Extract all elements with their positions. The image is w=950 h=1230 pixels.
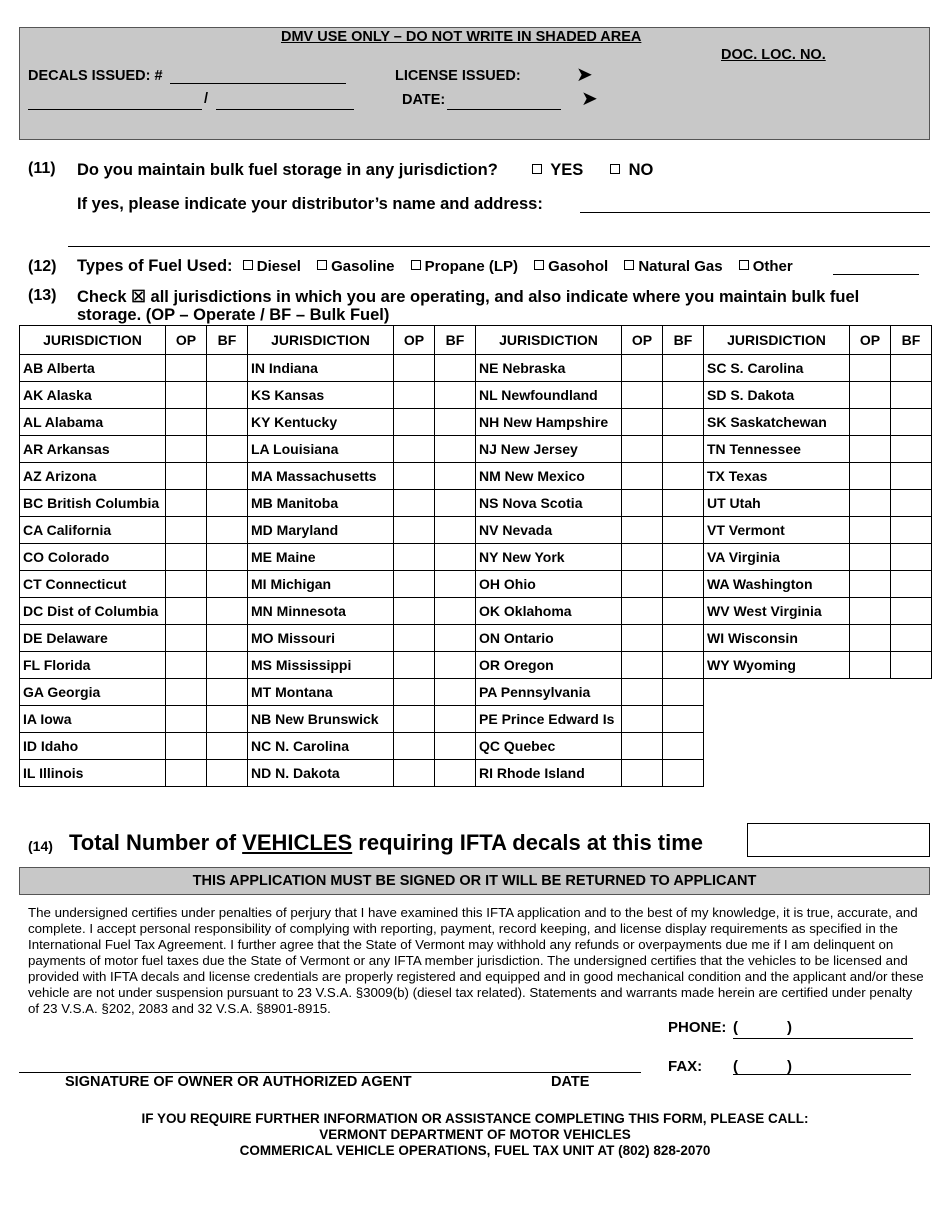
op-checkbox-cell[interactable] (394, 490, 435, 517)
fuel-types-row (77, 257, 793, 276)
bf-checkbox-cell[interactable] (891, 625, 932, 652)
empty-cell (704, 679, 850, 706)
jurisdiction-name: SD S. Dakota (704, 382, 850, 409)
op-checkbox-cell[interactable] (850, 463, 891, 490)
table-row (20, 652, 932, 679)
checked-box-icon: ☒ (131, 288, 146, 306)
bf-checkbox-cell[interactable] (891, 517, 932, 544)
header-op: OP (166, 326, 207, 355)
jurisdiction-name: AR Arkansas (20, 436, 166, 463)
bf-checkbox-cell[interactable] (207, 490, 248, 517)
bf-checkbox-cell[interactable] (435, 652, 476, 679)
jurisdiction-name: AL Alabama (20, 409, 166, 436)
jurisdiction-name: OH Ohio (476, 571, 622, 598)
op-checkbox-cell[interactable] (166, 463, 207, 490)
op-checkbox-cell[interactable] (622, 625, 663, 652)
table-row (20, 463, 932, 490)
fax-label: FAX: (668, 1058, 703, 1075)
op-checkbox-cell[interactable] (622, 409, 663, 436)
q11-number: (11) (28, 160, 56, 177)
bf-checkbox-cell[interactable] (207, 652, 248, 679)
jurisdiction-name: MA Massachusetts (248, 463, 394, 490)
bf-checkbox-cell[interactable] (891, 571, 932, 598)
fuel-option-gasohol[interactable] (534, 258, 608, 275)
fuel-types-label: Types of Fuel Used: (77, 257, 233, 275)
op-checkbox-cell[interactable] (850, 544, 891, 571)
op-checkbox-cell[interactable] (394, 598, 435, 625)
jurisdiction-name: NE Nebraska (476, 355, 622, 382)
op-checkbox-cell[interactable] (622, 571, 663, 598)
q13-text-a: Check (77, 288, 127, 306)
jurisdiction-name: MN Minnesota (248, 598, 394, 625)
jurisdiction-name: MO Missouri (248, 625, 394, 652)
empty-cell (704, 760, 850, 787)
bf-checkbox-cell[interactable] (207, 544, 248, 571)
jurisdiction-name: NH New Hampshire (476, 409, 622, 436)
table-row (20, 490, 932, 517)
bf-checkbox-cell[interactable] (207, 679, 248, 706)
jurisdiction-table-body (20, 355, 932, 787)
q14-text (69, 830, 703, 856)
doc-loc-label: DOC. LOC. NO. (721, 47, 826, 63)
table-row (20, 679, 932, 706)
bf-checkbox-cell[interactable] (663, 652, 704, 679)
jurisdiction-name: DE Delaware (20, 625, 166, 652)
dmv-date-line (447, 109, 561, 110)
bf-checkbox-cell[interactable] (435, 463, 476, 490)
footer-line-1: IF YOU REQUIRE FURTHER INFORMATION OR ASSISTANCE COMPLETING THIS FORM, PLEASE CALL: (141, 1111, 809, 1126)
jurisdiction-name: PA Pennsylvania (476, 679, 622, 706)
jurisdiction-name: AZ Arizona (20, 463, 166, 490)
bf-checkbox-cell[interactable] (663, 490, 704, 517)
op-checkbox-cell[interactable] (622, 544, 663, 571)
bf-checkbox-cell[interactable] (663, 517, 704, 544)
op-checkbox-cell[interactable] (166, 571, 207, 598)
op-checkbox-cell[interactable] (166, 355, 207, 382)
bf-checkbox-cell[interactable] (207, 598, 248, 625)
op-checkbox-cell[interactable] (622, 598, 663, 625)
op-checkbox-cell[interactable] (850, 409, 891, 436)
bf-checkbox-cell[interactable] (207, 733, 248, 760)
jurisdiction-name: MD Maryland (248, 517, 394, 544)
bf-checkbox-cell[interactable] (663, 571, 704, 598)
jurisdiction-name: IL Illinois (20, 760, 166, 787)
jurisdiction-name: CA California (20, 517, 166, 544)
op-checkbox-cell[interactable] (394, 409, 435, 436)
op-checkbox-cell[interactable] (394, 436, 435, 463)
empty-cell (704, 733, 850, 760)
fax-paren-open: ( (733, 1058, 738, 1075)
op-checkbox-cell[interactable] (622, 490, 663, 517)
dmv-use-only-box (19, 27, 930, 140)
bf-checkbox-cell[interactable] (663, 625, 704, 652)
certification-text: The undersigned certifies under penalties of perjury that I have examined this IFTA application and to the best of my knowledge, it is true, accurate, and complete. I accept personal responsibility of complying with reporting, payment, record keeping, and license display requirements as specified in the International Fuel Tax Agreement. I further agree that the State of Vermont may withhold any refunds or overpayments due me if I am delinquent on payments of motor fuel taxes due the State of Vermont or any IFTA member jurisdiction. The undersigned certifies that the vehicles to be licensed and provided with IFTA decals and license credentials are properly registered and equipped and in good mechanical condition and the applicant and/or these vehicle are not under suspension pursuant to 23 V.S.A. §3009(b) (diesel tax related). Statements and warrants made herein are certified under penalty of 23 V.S.A. §202, 2083 and 32 V.S.A. §8901-8915. (28, 905, 924, 1016)
dmv-heading: DMV USE ONLY – DO NOT WRITE IN SHADED AREA (281, 29, 642, 45)
bf-checkbox-cell[interactable] (435, 571, 476, 598)
op-checkbox-cell[interactable] (394, 760, 435, 787)
fuel-option-label: Natural Gas (638, 258, 723, 275)
signature-date-label: DATE (551, 1074, 590, 1090)
bf-checkbox-cell[interactable] (663, 679, 704, 706)
bf-checkbox-cell[interactable] (207, 436, 248, 463)
bf-checkbox-cell[interactable] (663, 544, 704, 571)
jurisdiction-name: NY New York (476, 544, 622, 571)
signature-line[interactable] (19, 1072, 641, 1073)
header-op: OP (394, 326, 435, 355)
fuel-other-line[interactable] (833, 274, 919, 275)
jurisdiction-name: IN Indiana (248, 355, 394, 382)
bf-checkbox-cell[interactable] (435, 436, 476, 463)
bf-checkbox-cell[interactable] (663, 409, 704, 436)
table-row (20, 436, 932, 463)
op-checkbox-cell[interactable] (166, 733, 207, 760)
op-checkbox-cell[interactable] (166, 382, 207, 409)
op-checkbox-cell[interactable] (850, 490, 891, 517)
q14-text-b: requiring IFTA decals at this time (352, 830, 704, 855)
header-op: OP (850, 326, 891, 355)
op-checkbox-cell[interactable] (622, 382, 663, 409)
header-op: OP (622, 326, 663, 355)
bf-checkbox-cell[interactable] (891, 409, 932, 436)
bf-checkbox-cell[interactable] (435, 382, 476, 409)
empty-cell (891, 679, 932, 706)
fuel-option-diesel[interactable] (243, 258, 301, 275)
op-checkbox-cell[interactable] (166, 706, 207, 733)
table-row (20, 733, 932, 760)
jurisdiction-name: NB New Brunswick (248, 706, 394, 733)
decals-range-slash: / (204, 91, 209, 107)
q13-text-b: all jurisdictions in which you are operating, and also indicate where you maintain bulk fuel (150, 288, 860, 306)
jurisdiction-table (19, 325, 932, 787)
bf-checkbox-cell[interactable] (207, 382, 248, 409)
jurisdiction-name: NM New Mexico (476, 463, 622, 490)
jurisdiction-name: MB Manitoba (248, 490, 394, 517)
jurisdiction-name: TX Texas (704, 463, 850, 490)
jurisdiction-name: MT Montana (248, 679, 394, 706)
header-bf: BF (663, 326, 704, 355)
bf-checkbox-cell[interactable] (663, 463, 704, 490)
arrow-icon: ➤ (581, 88, 598, 110)
phone-input-line[interactable] (733, 1038, 913, 1039)
op-checkbox-cell[interactable] (622, 652, 663, 679)
bf-checkbox-cell[interactable] (663, 598, 704, 625)
jurisdiction-name: FL Florida (20, 652, 166, 679)
jurisdiction-name: IA Iowa (20, 706, 166, 733)
jurisdiction-name: NC N. Carolina (248, 733, 394, 760)
op-checkbox-cell[interactable] (622, 517, 663, 544)
op-checkbox-cell[interactable] (394, 571, 435, 598)
bf-checkbox-cell[interactable] (207, 409, 248, 436)
footer-line-3: COMMERICAL VEHICLE OPERATIONS, FUEL TAX UNIT AT (802) 828-2070 (239, 1143, 711, 1158)
jurisdiction-name: LA Louisiana (248, 436, 394, 463)
empty-cell (704, 706, 850, 733)
bf-checkbox-cell[interactable] (207, 355, 248, 382)
op-checkbox-cell[interactable] (394, 652, 435, 679)
jurisdiction-name: NV Nevada (476, 517, 622, 544)
jurisdiction-name: NJ New Jersey (476, 436, 622, 463)
jurisdiction-name: RI Rhode Island (476, 760, 622, 787)
op-checkbox-cell[interactable] (394, 679, 435, 706)
jurisdiction-name: SK Saskatchewan (704, 409, 850, 436)
distributor-address-line[interactable] (68, 246, 930, 247)
jurisdiction-name: OK Oklahoma (476, 598, 622, 625)
yes-label: YES (550, 161, 584, 179)
jurisdiction-name: BC British Columbia (20, 490, 166, 517)
fuel-option-label: Diesel (256, 258, 301, 275)
op-checkbox-cell[interactable] (166, 436, 207, 463)
phone-paren-open: ( (733, 1019, 738, 1036)
bf-checkbox-cell[interactable] (891, 355, 932, 382)
jurisdiction-name: VA Virginia (704, 544, 850, 571)
jurisdiction-name: CT Connecticut (20, 571, 166, 598)
no-label: NO (628, 161, 654, 179)
bf-checkbox-cell[interactable] (207, 706, 248, 733)
jurisdiction-name: AK Alaska (20, 382, 166, 409)
op-checkbox-cell[interactable] (622, 760, 663, 787)
table-row (20, 544, 932, 571)
op-checkbox-cell[interactable] (850, 652, 891, 679)
fuel-option-label: Gasohol (548, 258, 609, 275)
jurisdiction-name: TN Tennessee (704, 436, 850, 463)
bf-checkbox-cell[interactable] (435, 544, 476, 571)
jurisdiction-name: QC Quebec (476, 733, 622, 760)
table-row (20, 382, 932, 409)
op-checkbox-cell[interactable] (622, 679, 663, 706)
op-checkbox-cell[interactable] (622, 463, 663, 490)
bf-checkbox-cell[interactable] (663, 706, 704, 733)
q11-followup: If yes, please indicate your distributor’s name and address: (77, 195, 543, 213)
bf-checkbox-cell[interactable] (435, 598, 476, 625)
decals-issued-line (170, 83, 346, 84)
op-checkbox-cell[interactable] (166, 598, 207, 625)
jurisdiction-name: KY Kentucky (248, 409, 394, 436)
jurisdiction-name: ME Maine (248, 544, 394, 571)
op-checkbox-cell[interactable] (166, 490, 207, 517)
op-checkbox-cell[interactable] (622, 706, 663, 733)
table-row (20, 760, 932, 787)
fuel-option-label: Propane (LP) (424, 258, 518, 275)
checkbox-icon[interactable] (739, 260, 749, 270)
jurisdiction-name: OR Oregon (476, 652, 622, 679)
yes-checkbox[interactable] (532, 164, 542, 174)
op-checkbox-cell[interactable] (166, 544, 207, 571)
jurisdiction-name: MI Michigan (248, 571, 394, 598)
header-bf: BF (207, 326, 248, 355)
bf-checkbox-cell[interactable] (891, 436, 932, 463)
bf-checkbox-cell[interactable] (435, 490, 476, 517)
checkbox-icon[interactable] (624, 260, 634, 270)
op-checkbox-cell[interactable] (850, 598, 891, 625)
bf-checkbox-cell[interactable] (207, 571, 248, 598)
op-checkbox-cell[interactable] (394, 625, 435, 652)
empty-cell (891, 733, 932, 760)
distributor-name-line[interactable] (580, 212, 930, 213)
op-checkbox-cell[interactable] (850, 355, 891, 382)
jurisdiction-name: MS Mississippi (248, 652, 394, 679)
bf-checkbox-cell[interactable] (891, 598, 932, 625)
fuel-option-gasoline[interactable] (317, 258, 394, 275)
jurisdiction-name: WV West Virginia (704, 598, 850, 625)
header-bf: BF (435, 326, 476, 355)
bf-checkbox-cell[interactable] (891, 490, 932, 517)
jurisdiction-name: WI Wisconsin (704, 625, 850, 652)
bf-checkbox-cell[interactable] (435, 517, 476, 544)
op-checkbox-cell[interactable] (166, 517, 207, 544)
op-checkbox-cell[interactable] (622, 355, 663, 382)
q14-text-a: Total Number of (69, 830, 243, 855)
fuel-option-other[interactable] (739, 258, 793, 275)
license-issued-label: LICENSE ISSUED: (395, 68, 521, 84)
table-row (20, 706, 932, 733)
q11-question: Do you maintain bulk fuel storage in any jurisdiction? (77, 161, 498, 179)
op-checkbox-cell[interactable] (622, 733, 663, 760)
jurisdiction-name: VT Vermont (704, 517, 850, 544)
bf-checkbox-cell[interactable] (207, 517, 248, 544)
table-row (20, 517, 932, 544)
decals-issued-label: DECALS ISSUED: # (28, 68, 163, 84)
op-checkbox-cell[interactable] (394, 355, 435, 382)
signature-label: SIGNATURE OF OWNER OR AUTHORIZED AGENT (65, 1074, 412, 1090)
fuel-option-label: Other (752, 258, 793, 275)
bf-checkbox-cell[interactable] (435, 679, 476, 706)
header-jurisdiction: JURISDICTION (704, 326, 850, 355)
fuel-option-propane[interactable] (411, 258, 518, 275)
jurisdiction-name: SC S. Carolina (704, 355, 850, 382)
jurisdiction-name: UT Utah (704, 490, 850, 517)
table-row (20, 409, 932, 436)
bf-checkbox-cell[interactable] (435, 706, 476, 733)
checkbox-icon[interactable] (243, 260, 253, 270)
bf-checkbox-cell[interactable] (435, 625, 476, 652)
bf-checkbox-cell[interactable] (435, 733, 476, 760)
table-row (20, 625, 932, 652)
fax-input-line[interactable] (733, 1074, 911, 1075)
q13-number: (13) (28, 287, 57, 304)
phone-label: PHONE: (668, 1019, 727, 1036)
footer-line-2: VERMONT DEPARTMENT OF MOTOR VEHICLES (319, 1127, 631, 1142)
jurisdiction-name: ON Ontario (476, 625, 622, 652)
jurisdiction-name: ID Idaho (20, 733, 166, 760)
op-checkbox-cell[interactable] (394, 517, 435, 544)
empty-cell (891, 760, 932, 787)
bf-checkbox-cell[interactable] (207, 625, 248, 652)
no-checkbox[interactable] (610, 164, 620, 174)
jurisdiction-name: PE Prince Edward Is (476, 706, 622, 733)
jurisdiction-name: GA Georgia (20, 679, 166, 706)
op-checkbox-cell[interactable] (850, 625, 891, 652)
jurisdiction-name: WA Washington (704, 571, 850, 598)
empty-cell (850, 733, 891, 760)
q14-vehicles-word: VEHICLES (242, 830, 353, 855)
jurisdiction-name: NL Newfoundland (476, 382, 622, 409)
decals-range-start-line (28, 109, 202, 110)
bf-checkbox-cell[interactable] (891, 382, 932, 409)
empty-cell (850, 706, 891, 733)
jurisdiction-name: WY Wyoming (704, 652, 850, 679)
bf-checkbox-cell[interactable] (891, 463, 932, 490)
op-checkbox-cell[interactable] (166, 652, 207, 679)
fax-paren-close: ) (787, 1058, 792, 1075)
op-checkbox-cell[interactable] (622, 436, 663, 463)
bf-checkbox-cell[interactable] (663, 436, 704, 463)
bf-checkbox-cell[interactable] (435, 760, 476, 787)
checkbox-icon[interactable] (411, 260, 421, 270)
q12-number: (12) (28, 258, 57, 275)
op-checkbox-cell[interactable] (394, 382, 435, 409)
jurisdiction-name: DC Dist of Columbia (20, 598, 166, 625)
op-checkbox-cell[interactable] (394, 706, 435, 733)
table-row (20, 598, 932, 625)
op-checkbox-cell[interactable] (850, 571, 891, 598)
q11-no-option[interactable] (610, 161, 653, 180)
checkbox-icon[interactable] (534, 260, 544, 270)
bf-checkbox-cell[interactable] (663, 355, 704, 382)
header-jurisdiction: JURISDICTION (20, 326, 166, 355)
bf-checkbox-cell[interactable] (207, 760, 248, 787)
jurisdiction-name: AB Alberta (20, 355, 166, 382)
op-checkbox-cell[interactable] (166, 679, 207, 706)
q11-yes-option[interactable] (532, 161, 583, 180)
jurisdiction-name: CO Colorado (20, 544, 166, 571)
vehicle-count-input[interactable] (747, 823, 930, 857)
op-checkbox-cell[interactable] (394, 463, 435, 490)
bf-checkbox-cell[interactable] (891, 652, 932, 679)
jurisdiction-name: NS Nova Scotia (476, 490, 622, 517)
arrow-icon: ➤ (576, 64, 593, 86)
bf-checkbox-cell[interactable] (435, 409, 476, 436)
op-checkbox-cell[interactable] (166, 760, 207, 787)
table-row (20, 571, 932, 598)
header-bf: BF (891, 326, 932, 355)
op-checkbox-cell[interactable] (394, 544, 435, 571)
q13-instruction (77, 287, 859, 307)
fuel-option-natural-gas[interactable] (624, 258, 722, 275)
op-checkbox-cell[interactable] (166, 625, 207, 652)
empty-cell (891, 706, 932, 733)
op-checkbox-cell[interactable] (394, 733, 435, 760)
fuel-option-label: Gasoline (331, 258, 395, 275)
phone-paren-close: ) (787, 1019, 792, 1036)
header-jurisdiction: JURISDICTION (476, 326, 622, 355)
op-checkbox-cell[interactable] (166, 409, 207, 436)
table-row (20, 355, 932, 382)
bf-checkbox-cell[interactable] (207, 463, 248, 490)
decals-range-end-line (216, 109, 354, 110)
bf-checkbox-cell[interactable] (663, 760, 704, 787)
checkbox-icon[interactable] (317, 260, 327, 270)
jurisdiction-name: ND N. Dakota (248, 760, 394, 787)
op-checkbox-cell[interactable] (850, 517, 891, 544)
q14-number: (14) (28, 838, 53, 854)
bf-checkbox-cell[interactable] (663, 382, 704, 409)
q13-line2: storage. (OP – Operate / BF – Bulk Fuel) (77, 306, 390, 324)
bf-checkbox-cell[interactable] (435, 355, 476, 382)
jurisdiction-name: KS Kansas (248, 382, 394, 409)
op-checkbox-cell[interactable] (850, 436, 891, 463)
empty-cell (850, 679, 891, 706)
signature-warning-banner: THIS APPLICATION MUST BE SIGNED OR IT WILL BE RETURNED TO APPLICANT (19, 867, 930, 895)
table-header-row (20, 326, 932, 355)
bf-checkbox-cell[interactable] (663, 733, 704, 760)
header-jurisdiction: JURISDICTION (248, 326, 394, 355)
op-checkbox-cell[interactable] (850, 382, 891, 409)
bf-checkbox-cell[interactable] (891, 544, 932, 571)
empty-cell (850, 760, 891, 787)
dmv-date-label: DATE: (402, 92, 446, 108)
